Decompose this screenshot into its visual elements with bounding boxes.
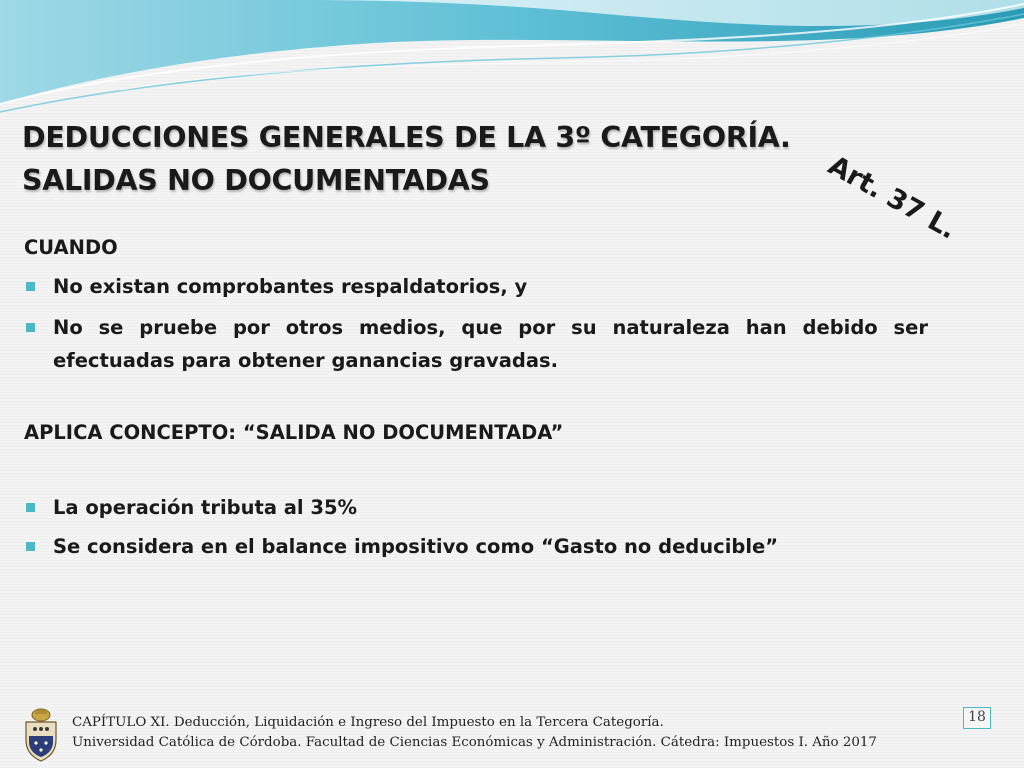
when-label: CUANDO [24,236,118,259]
page-number: 18 [963,707,991,729]
bullet-square-icon [26,542,35,551]
condition-item: No existan comprobantes respaldatorios, y [24,270,928,303]
slide-title-line-1: DEDUCCIONES GENERALES DE LA 3º CATEGORÍA. [22,121,791,154]
bullet-square-icon [26,503,35,512]
footer-line-2: Universidad Católica de Córdoba. Facultad de Ciencias Económicas y Administración. Cátedra: Impuestos I. Año 2017 [72,735,877,750]
effect-item: La operación tributa al 35% [24,491,928,524]
condition-item: No se pruebe por otros medios, que por su naturaleza han debido ser efectuadas para obtener ganancias gravadas. [24,311,928,377]
university-crest-logo [21,706,61,762]
effect-item: Se considera en el balance impositivo como “Gasto no deducible” [24,530,928,563]
header-wave-decoration [0,0,1024,120]
footer-line-1: CAPÍTULO XI. Deducción, Liquidación e Ingreso del Impuesto en la Tercera Categoría. [72,715,664,730]
concept-line: APLICA CONCEPTO: “SALIDA NO DOCUMENTADA” [24,421,564,444]
article-reference: Art. 37 L. [822,150,962,246]
bullet-square-icon [26,323,35,332]
footer-text [72,713,877,753]
bullet-square-icon [26,282,35,291]
slide-title [22,116,842,202]
slide-body [24,230,928,563]
slide-title-line-2: SALIDAS NO DOCUMENTADAS [22,164,490,197]
